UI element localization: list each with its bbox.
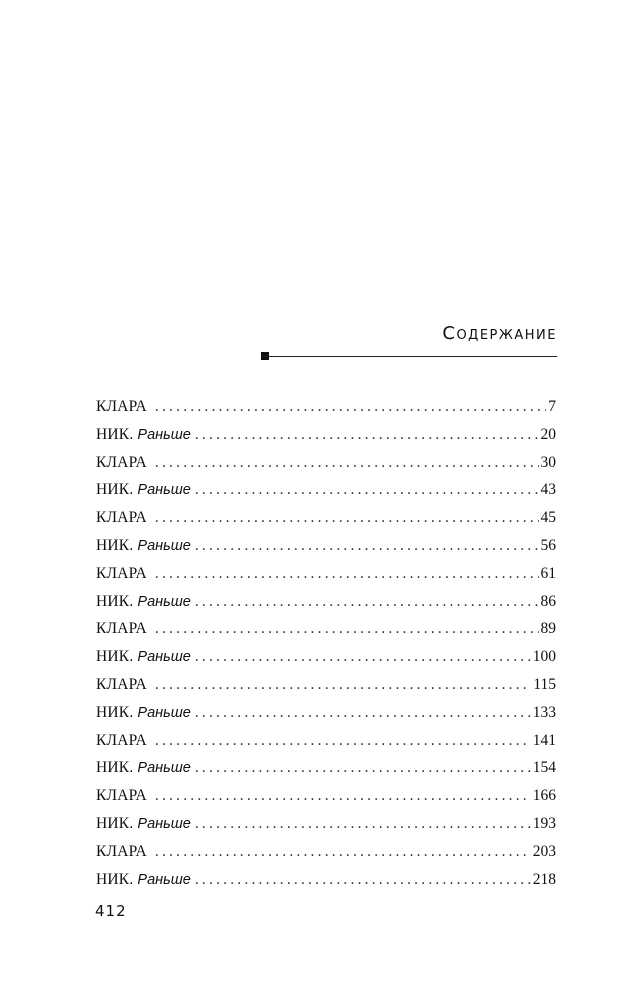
toc-entry-name: КЛАРА <box>96 620 147 638</box>
toc-entry-leader <box>195 421 539 449</box>
toc-entry-name: КЛАРА <box>96 398 147 415</box>
toc-entry-page: 218 <box>532 870 556 888</box>
toc-entry-page: 86 <box>540 592 556 610</box>
toc-entry-page: 61 <box>540 564 556 582</box>
toc-entry-subtitle: Раньше <box>137 537 191 554</box>
toc-entry-name: КЛАРА <box>96 564 147 582</box>
toc-entry-page: 100 <box>532 648 556 666</box>
toc-entry <box>96 810 556 838</box>
toc-entry <box>96 643 556 671</box>
toc-entry-page: 56 <box>540 536 556 554</box>
toc-entry-title <box>96 504 151 533</box>
toc-entry-name: КЛАРА <box>96 731 147 749</box>
toc-entry <box>96 866 556 894</box>
toc-entry-subtitle: Раньше <box>137 482 191 499</box>
toc-entry-page: 193 <box>532 814 556 832</box>
toc-entry-leader <box>155 671 531 699</box>
toc-entry-subtitle: Раньше <box>137 760 191 777</box>
toc-entry-page: 133 <box>532 703 556 721</box>
toc-entry-name: КЛАРА <box>96 787 147 805</box>
toc-entry <box>96 476 556 504</box>
toc-entry-leader <box>195 810 531 838</box>
toc-entry-leader <box>155 393 546 421</box>
toc-entry-leader <box>195 699 531 727</box>
toc-entry <box>96 449 556 477</box>
toc-entry-subtitle: Раньше <box>137 426 191 443</box>
toc-entry-subtitle: Раньше <box>137 593 191 610</box>
toc-entry-page: 45 <box>540 509 556 527</box>
toc-entry-title <box>96 560 151 589</box>
toc-entry-leader <box>195 532 539 560</box>
toc-entry-title <box>96 588 191 617</box>
toc-entry <box>96 532 556 560</box>
toc-entry-name: НИК. <box>96 870 134 888</box>
toc-entry-name: НИК. <box>96 759 134 777</box>
toc-entry-name: КЛАРА <box>96 842 147 860</box>
toc-entry-name: НИК. <box>96 703 134 721</box>
toc-entry-name: НИК. <box>96 814 134 832</box>
toc-entry-subtitle: Раньше <box>137 649 191 666</box>
toc-entry-page: 154 <box>532 759 556 777</box>
toc-entry-title <box>96 838 151 867</box>
toc-entry-subtitle: Раньше <box>137 871 191 888</box>
toc-entry-page: 7 <box>548 398 556 415</box>
toc-entry-subtitle: Раньше <box>137 815 191 832</box>
toc-entry-title <box>96 532 191 561</box>
toc-entry-title <box>96 866 191 895</box>
toc-entry-leader <box>195 588 539 616</box>
toc-entry-leader <box>155 504 539 532</box>
toc-entry-title <box>96 476 191 505</box>
toc-entry-title <box>96 393 151 422</box>
toc-entry-leader <box>155 449 539 477</box>
toc-entry <box>96 782 556 810</box>
toc-entry <box>96 699 556 727</box>
toc-entry-page: 203 <box>532 842 556 860</box>
toc-entry-name: НИК. <box>96 425 134 443</box>
heading-rule <box>261 356 557 357</box>
toc-entry-name: КЛАРА <box>96 453 147 471</box>
toc-entry <box>96 671 556 699</box>
toc-entry-title <box>96 449 151 478</box>
toc-entry-title <box>96 699 191 728</box>
toc-entry-title <box>96 421 191 450</box>
toc-entry <box>96 560 556 588</box>
toc-entry <box>96 615 556 643</box>
toc-entry-page: 115 <box>533 675 556 693</box>
toc-entry <box>96 393 556 421</box>
toc-entry-page: 89 <box>540 620 556 638</box>
page-number: 412 <box>95 902 127 920</box>
toc-entry-title <box>96 615 151 644</box>
toc-entry-leader <box>195 476 539 504</box>
toc-entry-name: НИК. <box>96 536 134 554</box>
toc-entry-title <box>96 643 191 672</box>
toc-entry-leader <box>155 560 539 588</box>
toc-entry-name: КЛАРА <box>96 509 147 527</box>
toc-list <box>96 393 556 893</box>
toc-entry <box>96 588 556 616</box>
toc-entry-title <box>96 671 151 700</box>
toc-entry-page: 141 <box>532 731 556 749</box>
toc-entry-name: НИК. <box>96 648 134 666</box>
toc-entry-page: 43 <box>540 481 556 499</box>
toc-entry-title <box>96 754 191 783</box>
toc-entry-page: 20 <box>540 425 556 443</box>
toc-entry-subtitle: Раньше <box>137 704 191 721</box>
toc-entry-name: НИК. <box>96 481 134 499</box>
toc-entry-title <box>96 782 151 811</box>
toc-entry <box>96 838 556 866</box>
toc-entry-leader <box>195 866 531 894</box>
toc-entry-leader <box>195 754 531 782</box>
toc-entry-leader <box>155 727 531 755</box>
toc-entry-title <box>96 810 191 839</box>
toc-entry <box>96 421 556 449</box>
toc-entry-leader <box>155 838 531 866</box>
toc-entry-name: НИК. <box>96 592 134 610</box>
toc-entry-name: КЛАРА <box>96 675 147 693</box>
toc-entry <box>96 754 556 782</box>
toc-entry-leader <box>195 643 531 671</box>
toc-entry-page: 166 <box>532 787 556 805</box>
toc-entry-title <box>96 727 151 756</box>
toc-entry-leader <box>155 615 539 643</box>
toc-entry <box>96 504 556 532</box>
toc-entry <box>96 727 556 755</box>
toc-entry-page: 30 <box>540 453 556 471</box>
toc-heading: Содержание <box>442 323 557 344</box>
toc-entry-leader <box>155 782 531 810</box>
